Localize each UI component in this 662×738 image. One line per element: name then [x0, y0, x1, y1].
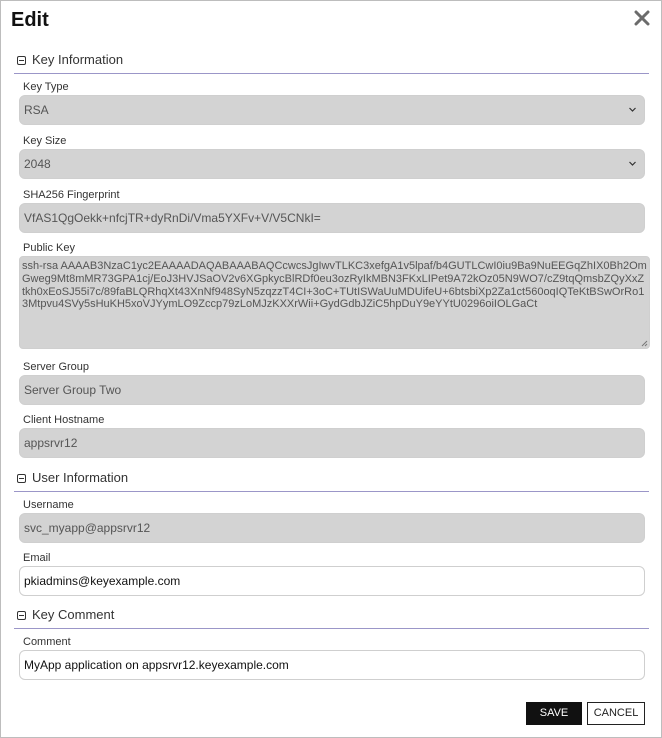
cancel-button[interactable]: CANCEL: [587, 702, 645, 725]
key-type-select[interactable]: [19, 95, 645, 125]
username-label: Username: [23, 499, 74, 511]
chevron-down-icon: [629, 106, 636, 113]
username-field[interactable]: svc_myapp@appsrvr12: [19, 513, 645, 543]
section-title: Key Comment: [32, 607, 115, 622]
close-icon[interactable]: [633, 9, 651, 27]
collapse-minus-icon[interactable]: [17, 474, 26, 483]
section-divider: [14, 73, 649, 74]
client-hostname-label: Client Hostname: [23, 414, 105, 426]
email-label: Email: [23, 552, 51, 564]
section-key-comment: [14, 607, 649, 629]
fingerprint-field[interactable]: VfAS1QgOekk+nfcjTR+dyRnDi/Vma5YXFv+V/V5CNkI=: [19, 203, 645, 233]
public-key-textarea[interactable]: [19, 256, 650, 349]
section-title: Key Information: [32, 52, 124, 67]
fingerprint-label: SHA256 Fingerprint: [23, 189, 120, 201]
chevron-down-icon: [629, 160, 636, 167]
section-divider: [14, 491, 649, 492]
public-key-value: ssh-rsa AAAAB3NzaC1yc2EAAAADAQABAAABAQCcwcsJgIwvTLKC3xefgA1v5lpaf/b4GUTLCwI0iu9Ba9NuEEGqZhIX0Bh2OmGweg9Mt8mMR73GPA1cj/EoJ3HVJSaOV2v6XGpkycBlRDf0eu3ozRyIkMBN3FKxLIPet9A72kOz05N9WO7/cZ9tqQmsbZQyXxZtkh0xEoSJ55i7c/89faBLQRhqXt43XnNf948SyN5zqzzT4CI+3oC+TUtISWaUuMDUifeU+6btsbiXp2Za1ct560oqIQTeKtBSwOrRo13Mtpvu4SVy5sHuKH5xoVJYymLO9Zccp79zLoMJzKXXrWii+GydGdbJZiC5hpDuY9eYYtU0296oiIOLGaCt: [22, 260, 647, 311]
key-type-label: Key Type: [23, 81, 69, 93]
key-size-label: Key Size: [23, 135, 67, 147]
section-title: User Information: [32, 470, 129, 485]
section-key-information: [14, 52, 649, 74]
comment-field[interactable]: MyApp application on appsrvr12.keyexample.com: [19, 650, 645, 680]
section-divider: [14, 628, 649, 629]
dialog-title: Edit: [11, 9, 49, 31]
collapse-minus-icon[interactable]: [17, 56, 26, 65]
client-hostname-field[interactable]: appsrvr12: [19, 428, 645, 458]
save-button[interactable]: SAVE: [526, 702, 582, 725]
server-group-label: Server Group: [23, 361, 90, 373]
public-key-label: Public Key: [23, 242, 75, 254]
server-group-field[interactable]: Server Group Two: [19, 375, 645, 405]
section-user-information: [14, 470, 649, 492]
key-type-value: RSA: [24, 103, 49, 117]
email-field[interactable]: pkiadmins@keyexample.com: [19, 566, 645, 596]
resize-handle-icon[interactable]: [640, 339, 648, 347]
comment-label: Comment: [23, 636, 71, 648]
collapse-minus-icon[interactable]: [17, 611, 26, 620]
key-size-select[interactable]: [19, 149, 645, 179]
key-size-value: 2048: [24, 157, 51, 171]
